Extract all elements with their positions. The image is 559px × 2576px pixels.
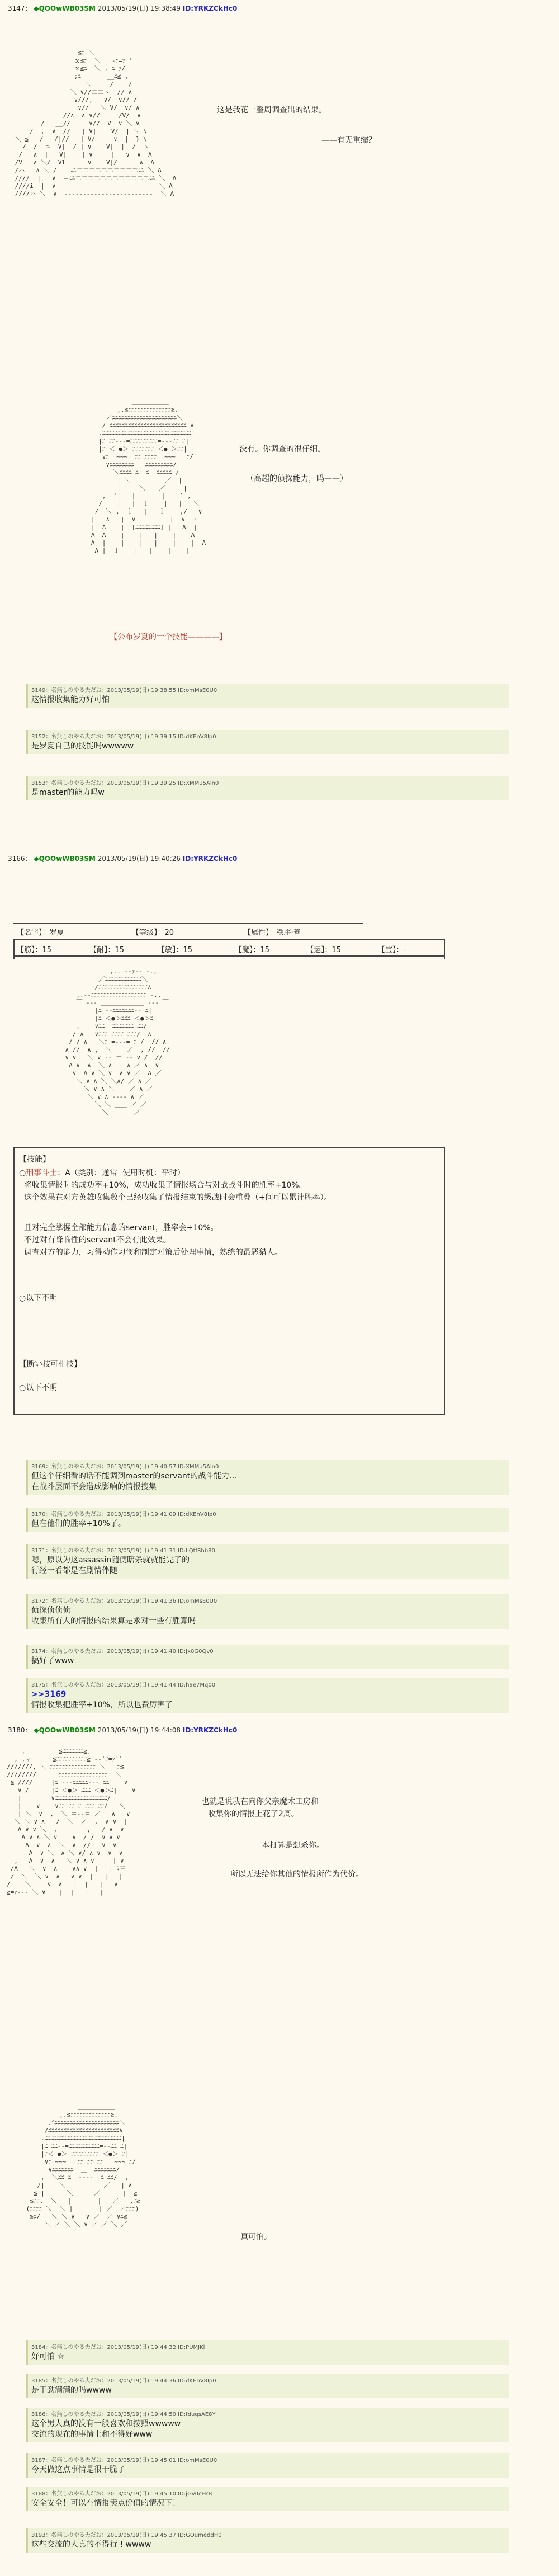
luk-value: 15 (331, 946, 342, 954)
reply-body: 但这个仔细看的话不能调到master的servant的战斗能力… 在战斗层面不会造成影响的情报搜集 (31, 1472, 238, 1491)
ascii-art-character: ＿＿＿＿＿＿ ,.≦ﾆﾆﾆﾆﾆﾆﾆﾆﾆﾆﾆﾆﾆ≧. ／ﾆﾆﾆﾆﾆﾆﾆﾆﾆﾆﾆﾆﾆﾆﾆﾆﾆﾆﾆﾆﾆ＼ /ﾆﾆﾆﾆﾆﾆﾆﾆﾆﾆﾆﾆﾆﾆﾆﾆﾆﾆﾆﾆﾆﾆﾆ∧ .ﾆﾆﾆﾆﾆﾆﾆﾆﾆﾆﾆﾆﾆﾆﾆﾆﾆﾆﾆﾆﾆﾆﾆﾆﾆ| |ﾆ ﾆﾆ‐‐=ﾆﾆﾆﾆﾆﾆﾆﾆﾆﾆ=‐‐ﾆﾆ ﾆ| |ﾆ＜ ●＞ ﾆﾆﾆﾆﾆﾆﾆﾆﾆ ＜●＞ ﾆ| ∨ﾆ ~~~ ﾆﾆ ﾆﾆ ﾆﾆ ~~~ ﾆ/ ∨ﾆﾆﾆﾆﾆﾆﾆ ＿ ﾆﾆﾆﾆﾆﾆﾆ/ , ＼ﾆﾆ ﾆ ‐‐‐‐ ﾆ ﾆﾆ/ , /| ＼ ＝＝＝＝＝ ／ | ∧ ≦ | ＼ ＿ ／ | ≧ ≦ﾆﾆ, ＼ | | ／ ,ﾆ≧ (ﾆﾆﾆﾆ ＼ ＼ | | ／ ／ﾆﾆﾆ) ≧ﾆ/ ＼ ＼ ∨ ∨ ／ ／ ∨ﾆ≦ ＼ ／ ＼ ＼ ∨ ／ ／ ＼ ／ (26, 2103, 140, 2228)
dialogue-line: 真可怕。 (240, 2233, 272, 2241)
post-header (8, 1725, 237, 1735)
ascii-art-character: ＿＿＿ , ≦ﾆﾆﾆﾆﾆﾆﾆ≧、 , ,ィ＿ ≦ﾆﾆﾆﾆﾆﾆﾆﾆﾆﾆ≧ -‐'ﾆ=ｧ'' ///////, ＼ ﾆﾆﾆﾆﾆﾆﾆﾆﾆﾆﾆﾆﾆﾆﾆ ＼ _ ﾆ≦ //////// ﾆﾆﾆﾆﾆﾆﾆﾆﾆﾆﾆﾆﾆﾆﾆﾆ ＼ ≧ //// |ﾆ=‐‐-ﾆﾆﾆﾆﾆ‐‐‐=ﾆﾆ| ∨ ∨ / |ﾆ ＜●＞ ﾆﾆﾆ ＜●＞ﾆ| ∨ | ∨ﾆﾆﾆﾆﾆﾆﾆﾆﾆﾆﾆﾆﾆﾆﾆﾆﾆ/ | ∨ ∨ﾆﾆ ﾆﾆ ﾆ ﾆﾆﾆ ﾆﾆ/ ＼ | ＼ ∨ , ＼ ＝‐‐＝ ／ ∧ ∨ ＼ ＼ ∨ ∧ / ＼__／ , ∧ ∨ | Λ ∨ ∨ ＼ , , / ∨ ∨ Λ ∨ ∧ ＼ ∨ ∧ / / ∨ ∨ ∨ Λ ∨ ∧ ＼ ∨ // ∨ ∨ Λ ∨ ＼ ∧ ＼ ∨/ ∧ ∨ ∨ ∨ , Λ ∨ ∧ ＼ ∨ ∧ ∨ | ∨ /Λ ＼ ∨ ∧ ∨∧ ∨ | | ﾐ三 / ＼ ＼ ∨ ∧ ∨ ∨ | | | / ＼＿＿ ∨ ∧ | | | ∨ ≧=ｧ‐‐‐ ＼ ∨ ＿ | | | | ＿ ＿ (7, 1740, 136, 1896)
skill-unknown: ○以下不明 (19, 1294, 58, 1303)
reply-body: 是干劲满满的吗wwww (31, 2386, 112, 2395)
dialogue-line: 这是我花一整周调查出的结果。 (217, 106, 326, 115)
stat-attribute: 【属性】：秩序·善 (244, 929, 301, 937)
ascii-art-character: ,.. -‐ｧ‐‐ -., ／ﾆﾆﾆﾆﾆﾆﾆﾆﾆﾆﾆﾆ＼ /ﾆﾆﾆﾆﾆﾆﾆﾆﾆﾆﾆﾆﾆﾆﾆﾆ∧ ,.-‐ﾆﾆﾆﾆﾆﾆﾆﾆﾆﾆﾆﾆﾆﾆﾆﾆﾆﾆ ‐., ￣ ‐‐‐ ＿＿＿＿＿＿＿ ‐‐‐ ￣ |ﾆ=-‐ﾆﾆﾆﾆﾆﾆﾆ‐-=ﾆ| |ﾆ ＜●＞ﾆﾆﾆ ＜●＞ﾆ| , ∨ﾆﾆ ﾆﾆﾆﾆﾆﾆﾆ ﾆﾆ/ / ∧ ∨ﾆﾆﾆ ﾆﾆﾆﾆ ﾆﾆﾆ/ ∧ / / ∧ ＼ﾆ =‐‐‐= ﾆ / // ∧ ∧ // ∧ , ＼ __ ／ , // // ∨ ∨ ＼ ∨ ‐‐ ＝ ‐‐ ∨ / // Λ ∨ ∧ ＼ ∧ ∧ ／ ∧ ∨ ∨ Λ ∨ ＼ ∨ ∧ ∨ ／ Λ ／ ＼ ∨ ∧ ＼ ＼∧/ ／ ∧ ／ ＼ ∨ ∧ ＼ ／ ∧ ／ ＼ ∨ ∧ ‐‐‐‐ ∧ ／ ＼ ＼ ＿＿ ／ ／ ＼ ＿＿＿ ／ (65, 968, 170, 1116)
reply-header[interactable]: 3152：名無しのやる夫だお：2013/05/19(日) 19:39:15 ID:dKEnV8Ip0 (31, 734, 216, 740)
end-value: 15 (115, 946, 125, 954)
reply-post (26, 730, 509, 754)
skill-box-border (13, 1147, 444, 1148)
reply-body: 安全安全！可以在情报卖点价值的情况下！ (31, 2499, 180, 2508)
reply-header[interactable]: 3172：名無しのやる夫だお：2013/05/19(日) 19:41:36 ID:omMsE0U0 (31, 1598, 217, 1604)
stat-mag: 【魔】：15 (235, 946, 270, 954)
np-label: 【宝】 (378, 946, 396, 954)
end-label: 【耐】 (89, 946, 108, 954)
table-border (13, 923, 363, 924)
reply-body: 搞好了www (31, 1656, 74, 1665)
post-header (8, 3, 237, 13)
reply-post (26, 2408, 509, 2442)
post-number: 3147： (8, 4, 32, 12)
poster-id[interactable]: ID:YRKZCkHc0 (182, 1726, 238, 1734)
agi-label: 【敏】 (158, 946, 176, 954)
skill-bullet: ○ (19, 1169, 26, 1178)
table-border (13, 939, 444, 940)
skill-box-border (13, 1147, 15, 1415)
attr-label: 【属性】 (244, 929, 269, 937)
skill-box-border (13, 1414, 444, 1415)
skill-desc-line: 这个效果在对方英雄收集数个已经收集了情报结束的级战时会重叠（+间可以累计胜率）。 (19, 1193, 332, 1202)
reply-post (26, 776, 509, 800)
reply-post (26, 1460, 509, 1495)
reply-post (26, 2528, 509, 2553)
level-value: 20 (164, 929, 174, 937)
dialogue-line: 收集你的情报上花了2周。 (208, 1810, 299, 1819)
poster-id[interactable]: ID:YRKZCkHc0 (182, 855, 238, 863)
reply-body: 但在他们的胜率+10%了。 (31, 1519, 126, 1528)
reply-post (26, 2374, 509, 2398)
mag-label: 【魔】 (235, 946, 253, 954)
reply-post (26, 1645, 509, 1669)
reply-header[interactable]: 3186：名無しのやる夫だお：2013/05/19(日) 19:44:50 ID:fdugsAE8Y (31, 2412, 216, 2418)
dialogue-line: 也就是说我在向你父亲魔术工房和 (201, 1797, 319, 1806)
skill-heading: 【技能】 (19, 1155, 50, 1164)
skill-name: 刑事斗士 (26, 1169, 58, 1178)
reply-header[interactable]: 3188：名無しのやる夫だお：2013/05/19(日) 19:45:10 ID:jGv0cEkB (31, 2491, 212, 2497)
reply-post (26, 684, 509, 708)
dialogue-line: 本打算是想杀你。 (262, 1841, 324, 1850)
skill-unknown: ○以下不明 (19, 1383, 58, 1392)
poster-name[interactable]: ◆QOOwWB03SM (34, 4, 96, 12)
post-number: 3180： (8, 1726, 32, 1734)
reply-header[interactable]: 3153：名無しのやる夫だお：2013/05/19(日) 19:39:25 ID:XMMu5Aln0 (31, 780, 219, 787)
np-value: - (403, 946, 406, 954)
poster-id[interactable]: ID:YRKZCkHc0 (182, 4, 238, 12)
reply-post (26, 1678, 509, 1713)
skill-desc-line: 且对完全掌握全部能力信息的servant，胜率会+10%。 (19, 1223, 219, 1232)
poster-name[interactable]: ◆QOOwWB03SM (34, 1726, 96, 1734)
post-date: 2013/05/19(日) 19:40:26 (97, 855, 181, 863)
reply-body: 好可怕 ☆ (31, 2352, 65, 2361)
name-value: 罗夏 (49, 929, 64, 937)
reply-header[interactable]: 3185：名無しのやる夫だお：2013/05/19(日) 19:44:36 ID:dKEnV8Ip0 (31, 2378, 216, 2384)
reply-header[interactable]: 3187：名無しのやる夫だお：2013/05/19(日) 19:45:01 ID:omMsE0U0 (31, 2457, 217, 2464)
reply-body: 这些交流的人真的不得行 ! wwww (31, 2540, 151, 2549)
agi-value: 15 (183, 946, 193, 954)
skill-reveal-caption: 【公布罗夏的一个技能————】 (110, 633, 227, 642)
stat-np: 【宝】：- (378, 946, 406, 954)
skill-type: ：A（类别：通常 使用时机：平时） (57, 1169, 185, 1178)
ascii-art-character: _≦ﾆ ＼ ｘ≦ﾆ ＼ _ -ﾆ=ｧ'' ｘ≦ﾆ ＼ ,_ﾆ=ｧ/ ;ﾆ __ﾆ≦ , ＼ / / ＼ ∨//二二ヽ // ∧ ∨///, ∨/ ∨// / ∨// ＼ V/ ∨/ ∧ //∧ ∧ ∨// __ /V/ ∨ / __// ∨// V ∨ ＼ ∨ / , ∨ |// | V| V/ | ＼ \ ＼ ≦ / /|// | V/ ∨ | } \ / / ニ |V| / | ∨ V| | / ヽ / ∧ | V| | ∨ | ∨ ∧ Λ /V ∧ ＼/ Vl ∨ V|/ ∧ Λ /ハ ∧ ＼ / ＝ニ二二二二二二二二二二ニ ＼ Λ //// | ∨ ＝ニ二二二二二二二二二二二二ニ ＼ Λ ////i | ∨ ＿＿＿＿＿＿＿＿＿＿＿＿＿＿＿ ＼ Λ ////ハ ＼ ∨ ‐‐‐‐‐‐‐‐‐‐‐‐‐‐‐‐‐‐‐‐‐‐‐‐ ＼ Λ (15, 49, 177, 197)
attr-value: 秩序·善 (276, 929, 301, 937)
luk-label: 【运】 (306, 946, 325, 954)
stat-agi: 【敏】：15 (158, 946, 193, 954)
skill-title (19, 1167, 185, 1179)
reply-header[interactable]: 3170：名無しのやる夫だお：2013/05/19(日) 19:41:09 ID:dKEnV8Ip0 (31, 1511, 216, 1518)
dialogue-line: 没有。你调查的很仔细。 (239, 445, 325, 454)
reply-text: 情报收集把胜率+10%，所以也费厉害了 (31, 1701, 173, 1710)
mag-value: 15 (260, 946, 270, 954)
reply-post (26, 2453, 509, 2478)
post-date: 2013/05/19(日) 19:44:08 (97, 1726, 181, 1734)
reply-body: 今天做这点事情是很干脆了 (31, 2465, 125, 2474)
reply-header[interactable]: 3175：名無しのやる夫だお：2013/05/19(日) 19:41:44 ID:h9e7Mq00 (31, 1682, 216, 1688)
reply-body: 是master的能力吗w (31, 788, 105, 797)
post-date: 2013/05/19(日) 19:38:49 (97, 4, 181, 12)
reply-post (26, 1508, 509, 1532)
dialogue-line: ——有无重缩？ (321, 136, 376, 145)
table-border (444, 939, 445, 959)
reply-header[interactable]: 3169：名無しのやる夫だお：2013/05/19(日) 19:40:57 ID:XMMu5Aln0 (31, 1464, 219, 1470)
post-number: 3166： (8, 855, 32, 863)
level-label: 【等级】 (132, 929, 158, 937)
reply-anchor-link[interactable]: >>3169 (31, 1690, 67, 1699)
reply-body: 是罗夏自己的技能吗wwwww (31, 742, 134, 751)
reply-header[interactable]: 3193：名無しのやる夫だお：2013/05/19(日) 19:45:37 ID:GOumeddH0 (31, 2532, 222, 2539)
reply-body: 这个男人真的没有一般喜欢和按照wwwww 交流的现在的事情上和不得好www (31, 2419, 181, 2439)
reply-header[interactable]: 3171：名無しのやる夫だお：2013/05/19(日) 19:41:31 ID:LQtfShb80 (31, 1548, 215, 1554)
reply-body: 这情报收集能力好可怕 (31, 695, 110, 704)
str-value: 15 (42, 946, 52, 954)
reply-body: 嗯，原以为这assassin随便瞎杀就就能完了的 行经一看都是在剧情伴随 (31, 1556, 190, 1575)
dialogue-line: 所以无法给你其他的情报所作为代价。 (230, 1870, 363, 1879)
str-label: 【筋】 (17, 946, 35, 954)
reply-post (26, 2487, 509, 2511)
stat-str: 【筋】：15 (17, 946, 52, 954)
skill-desc-line: 不过对有降临性的servant不会有此效果。 (19, 1236, 171, 1245)
name-label: 【名字】 (17, 929, 42, 937)
skill-desc-line: 调查对方的能力，习得动作习惯和制定对策后处理事情，熟练的最恶猎人。 (19, 1248, 282, 1257)
dialogue-line: （高超的侦探能力，吗——） (246, 474, 348, 483)
reply-header[interactable]: 3184：名無しのやる夫だお：2013/05/19(日) 19:44:32 ID:PUMJKl (31, 2344, 205, 2351)
reply-body: 侦探侦侦侦 收集所有人的情报的结果算是求对一些有胜算吗 (31, 1606, 196, 1626)
reply-post (26, 1594, 509, 1629)
reply-post (26, 2340, 509, 2365)
table-border (13, 955, 444, 957)
ascii-art-character: ＿＿＿＿＿＿ ,.≦ﾆﾆﾆﾆﾆﾆﾆﾆﾆﾆﾆﾆﾆﾆ≧. ／ﾆﾆﾆﾆﾆﾆﾆﾆﾆﾆﾆﾆﾆﾆﾆﾆﾆﾆﾆﾆﾆ＼ / ﾆﾆﾆﾆﾆﾆﾆﾆﾆﾆﾆﾆﾆﾆﾆﾆﾆﾆﾆﾆﾆﾆﾆﾆﾆ ∨ .ﾆﾆﾆﾆﾆﾆﾆﾆﾆﾆﾆﾆﾆﾆﾆﾆﾆﾆﾆﾆﾆﾆﾆﾆﾆﾆﾆﾆﾆ| |ﾆ ﾆﾆ-‐‐=ﾆﾆﾆﾆﾆﾆﾆﾆﾆ=‐‐-ﾆﾆ ﾆ| |ﾆ ＜ ●＞ ﾆﾆﾆﾆﾆﾆﾆ ＜● ＞ﾆﾆ| ∨ﾆ ~~~ ﾆﾆ ﾆﾆﾆﾆ ~~~ ﾆ/ ∨ﾆﾆﾆﾆﾆﾆﾆﾆ ﾆﾆﾆﾆﾆﾆﾆﾆﾆ/ ＼ﾆﾆﾆﾆ ﾆ ﾆ ﾆﾆﾆﾆﾆ / | ＼ ＝＝＝＝＝／ | | ＼ ＿ ／ | , '| | | |` , / | | ｌ | | ＼ / ＼ , ｌ | ｌ ,/ ∨ | ∧ | ∨ ＿ ＿ | ∧ ヽ | Λ | [ﾆﾆﾆﾆﾆﾆﾆﾆ] | Λ | Λ Λ | | | | Λ Λ | | | | | | Λ Λ | ｌ | | | | (91, 398, 206, 554)
stat-level: 【等级】：20 (132, 929, 174, 937)
reply-header[interactable]: 3174：名無しのやる夫だお：2013/05/19(日) 19:41:40 ID:Jx0G0Qv0 (31, 1649, 214, 1655)
reply-header[interactable]: 3149：名無しのやる夫だお：2013/05/19(日) 19:38:55 ID:omMsE0U0 (31, 687, 217, 694)
reply-post (26, 1544, 509, 1579)
stat-row-name: 【名字】：罗夏 (17, 929, 64, 937)
poster-name[interactable]: ◆QOOwWB03SM (34, 855, 96, 863)
post-header (8, 854, 237, 863)
skill-box-border (444, 1147, 445, 1415)
stat-end: 【耐】：15 (89, 946, 125, 954)
reply-body (28, 1688, 509, 1713)
stat-luk: 【运】：15 (306, 946, 342, 954)
skill-subheading: 【断い技可札技】 (19, 1360, 82, 1369)
skill-desc-line: 将收集情报时的成功率+10%，成功收集了情报场合与对战战斗时的胜率+10%。 (19, 1181, 307, 1190)
